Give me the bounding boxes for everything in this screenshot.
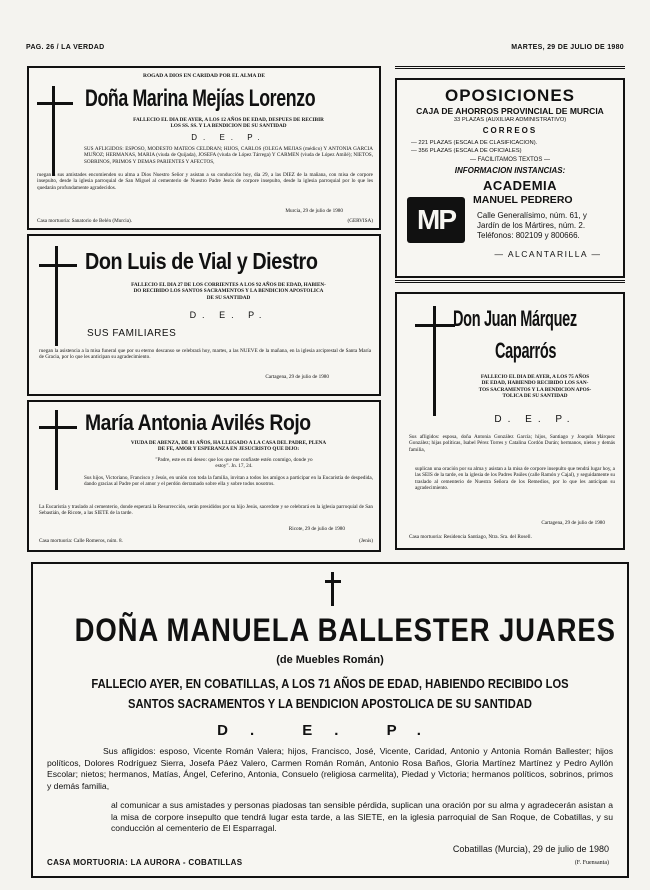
ad-line: CORREOS bbox=[482, 126, 538, 135]
bible-quote: "Padre, este es mi deseo: que los que me confiaste estén conmigo, donde yo estoy". Jn. 17, 24. bbox=[155, 457, 313, 470]
notice-date: Cartagena, 29 de julio de 1980 bbox=[541, 520, 605, 526]
phone-line: Teléfonos: 802109 y 800666. bbox=[477, 231, 580, 240]
invitation-text: suplican una oración por su alma y asistan a la misa de corpore insepulto que tendrá lugar hoy, a las SEIS de la tarde, en la iglesia de los Padres Paúles (calle Ramón y Cajal), y seguidamente su traslado al cementerio de Nuestra Señora de los Remedios, por lo que les anticipan su agradecimiento. bbox=[415, 466, 615, 492]
obituary-luis-vial bbox=[27, 234, 381, 396]
deceased-name: Don Juan Márquez bbox=[453, 306, 577, 331]
cross-icon bbox=[37, 86, 73, 176]
ad-line: INFORMACION INSTANCIAS: bbox=[454, 166, 566, 175]
deceased-name: Doña Marina Mejías Lorenzo bbox=[85, 85, 316, 112]
notice-footer bbox=[37, 218, 373, 224]
mourners-text: Sus afligidos: esposa, doña Antonia González García; hijos, Santiago y Joaquín Márquez González; hijas políticas, Isabel Pérez Torres y Catalina Cordón Durán; hermanos, nietos y demás familia, bbox=[409, 434, 615, 453]
ad-address bbox=[477, 211, 619, 241]
obituary-line: VIUDA DE ABENZA, DE 81 AÑOS, HA LLEGADO A LA CASA DEL PADRE, PLENA bbox=[130, 440, 327, 446]
column-rule bbox=[395, 280, 625, 283]
cross-icon bbox=[415, 306, 455, 416]
cross-icon bbox=[324, 572, 342, 606]
academy-name: MANUEL PEDRERO bbox=[473, 194, 573, 206]
deceased-name: Don Luis de Vial y Diestro bbox=[85, 248, 318, 274]
obituary-details bbox=[455, 374, 615, 400]
ad-line: — FACILITAMOS TEXTOS — bbox=[469, 157, 550, 163]
obituary-maria-antonia-aviles bbox=[27, 400, 381, 552]
academy-label: ACADEMIA bbox=[483, 178, 558, 193]
invitation-text: ruegan la asistencia a la misa funeral que por su eterno descanso se celebrará hoy, martes, a las NUEVE de la mañana, en la iglesia arciprestal de Santa María de Gracia, por lo que les anticipan su agradecimiento. bbox=[39, 348, 371, 361]
agency: (GERVISA) bbox=[347, 218, 373, 224]
obituary-line: FALLECIO EL DIA 27 DE LOS CORRIENTES A LOS 92 AÑOS DE EDAD, HABIEN- bbox=[131, 282, 326, 288]
obituary-marina-mejias bbox=[27, 66, 381, 230]
rip-text: D. E. P. bbox=[189, 310, 268, 320]
ad-line: — 221 PLAZAS (ESCALA DE CLASIFICACION). bbox=[411, 140, 538, 146]
obituary-intro: ROGAD A DIOS EN CARIDAD POR EL ALMA DE bbox=[143, 73, 265, 79]
invitation-text: al comunicar a sus amistades y personas piadosas tan sensible pérdida, suplican una oración por su alma y agradecerán asistan a la misa de corpore insepulto que tendrá lugar esta tarde, a las SIETE, en la iglesia parroquial de San Roque, de Cobatillas, y su conducción al cementerio de El Esparragal. bbox=[111, 800, 613, 834]
deceased-name: María Antonia Avilés Rojo bbox=[85, 410, 311, 435]
rip-text: D. E. P. bbox=[191, 133, 266, 142]
deceased-name-cont: Caparrós bbox=[495, 338, 557, 363]
notice-date: Cobatillas (Murcia), 29 de julio de 1980 bbox=[452, 844, 609, 854]
obituary-details bbox=[84, 440, 373, 453]
rip-text: D. E. P. bbox=[217, 722, 443, 739]
mourners-text: Sus hijos, Victoriano, Francisco y Jesús, en unión con toda la familia, invitan a todos los amigos a participar en la Eucaristía de despedida, dando gracias al Padre por el amor y el perdón derramado sobre ella y sobre todos nosotros. bbox=[84, 475, 373, 488]
ad-line: 33 PLAZAS (AUXILIAR ADMINISTRATIVO) bbox=[453, 117, 567, 123]
obituary-line: FALLECIO AYER, EN COBATILLAS, A LOS 71 AÑOS DE EDAD, HABIENDO RECIBIDO LOS bbox=[91, 676, 569, 691]
invitation-text: ruegan a sus amistades encomienden su alma a Dios Nuestro Señor y asistan a su conducción hoy, día 29, a las DIEZ de la mañana, con misa de corpore insepulto, desde la iglesia parroquial de San Miguel al cementerio de Nuestro Padre Jesús de corpore insepulto, desde la iglesia parroquial por lo que les quedarán profundamente agradecidos. bbox=[37, 172, 373, 191]
agency: (Jenís) bbox=[359, 538, 373, 544]
ad-line: — 356 PLAZAS (ESCALA DE OFICIALES) bbox=[411, 148, 522, 154]
notice-date: Ricote, 29 de julio de 1980 bbox=[288, 526, 345, 532]
obituary-line: DE EDAD, HABIENDO RECIBIDO LOS SAN- bbox=[481, 380, 589, 387]
obituary-line: FALLECIO EL DIA DE AYER, A LOS 75 AÑOS bbox=[480, 374, 590, 380]
address-line: Jardín de los Mártires, núm. 2. bbox=[477, 221, 586, 230]
academy-advertisement bbox=[395, 78, 625, 278]
notice-date: Murcia, 29 de julio de 1980 bbox=[285, 208, 343, 214]
rip-text: D. E. P. bbox=[494, 414, 576, 425]
obituary-details bbox=[84, 282, 373, 301]
deceased-name: DOÑA MANUELA BALLESTER JUARES bbox=[74, 612, 616, 648]
invitation-text: La Eucaristía y traslado al cementerio, donde esperará la Resurrección, serán presididos por su hijo Jesús, sacerdote y se celebrará en la iglesia parroquial de San Sebastián, de Ricote, a las SIETE de la tarde. bbox=[39, 504, 373, 517]
obituary-line: SANTOS SACRAMENTOS Y LA BENDICION APOSTOLICA DE SU SANTIDAD bbox=[128, 696, 532, 711]
obituary-line: DE SU SANTIDAD bbox=[206, 294, 251, 301]
family-label: SUS FAMILIARES bbox=[87, 328, 177, 339]
address-line: Calle Generalísimo, núm. 61, y bbox=[477, 211, 587, 220]
page-date: MARTES, 29 DE JULIO DE 1980 bbox=[511, 44, 624, 51]
obituary-line: FALLECIO EL DIA DE AYER, A LOS 12 AÑOS DE EDAD, DESPUES DE RECIBIR bbox=[133, 117, 324, 123]
mourners-text: SUS AFLIGIDOS: ESPOSO, MODESTO MATEOS CELDRAN; HIJOS, CARLOS (OLEGA MEJIAS (médico) Y ANTONIA GARCIA MUÑOZ; HERMANAS, MARIA (viuda de Quijada), JOSEFA (viuda de López Tárrega) Y CARMEN (viuda de López Amilé); NIETOS, SOBRINOS, PRIMOS Y DEMAS PARIENTES Y AFECTOS, bbox=[84, 146, 373, 165]
ad-title: OPOSICIONES bbox=[444, 86, 576, 105]
cross-icon bbox=[39, 410, 77, 490]
ad-town: — ALCANTARILLA — bbox=[494, 249, 602, 259]
notice-date: Cartagena, 29 de julio de 1980 bbox=[265, 374, 329, 380]
obituary-line: DO RECIBIDO LOS SANTOS SACRAMENTOS Y LA BENDICION APOSTOLICA bbox=[133, 288, 324, 295]
ad-subtitle: CAJA DE AHORROS PROVINCIAL DE MURCIA bbox=[416, 106, 604, 116]
obituary-line: LOS SS. SS. Y LA BENDICION DE SU SANTIDAD bbox=[170, 123, 287, 130]
obituary-line: DE FE, AMOR Y ESPERANZA EN JESUCRISTO QUE DIJO: bbox=[157, 446, 300, 453]
funeral-home: Casa mortuoria: Calle Romeros, núm. 8. bbox=[39, 538, 123, 544]
column-rule bbox=[395, 66, 625, 69]
obituary-manuela-ballester bbox=[31, 562, 629, 878]
funeral-home: Casa mortuoria: Sanatorio de Belén (Murcia). bbox=[37, 218, 133, 224]
agency: (F. Fuensanta) bbox=[574, 860, 609, 866]
funeral-home: Casa mortuoria: Residencia Santiago, Ntra. Sra. del Rosell. bbox=[409, 534, 532, 540]
page-header bbox=[26, 44, 624, 58]
obituary-details bbox=[84, 117, 373, 130]
obituary-line: TOS SACRAMENTOS Y LA BENDICION APOS- bbox=[478, 386, 592, 393]
deceased-note: (de Muebles Román) bbox=[276, 654, 384, 666]
academy-logo: MP bbox=[407, 197, 465, 243]
page-folio: PAG. 26 / LA VERDAD bbox=[26, 44, 105, 51]
obituary-details bbox=[81, 674, 578, 714]
mourners-text: Sus afligidos: esposo, Vicente Román Valera; hijos, Francisco, José, Vicente, Caridad, Antonio y Antonia Román Ballester; hijos políticos, Dolores Rodríguez Sierra, Josefa Páez Valero, Carmen Román Román, Antonio Rosa Baños, Gloria Martínez Martínez y Pedro Ayllón Escolar; nietos; hermanos, Matías, Ángel, Ceferino, Antonia, Consuelo (religiosa carmelita), Piedad y Victoria; hermanos políticos, sobrinos, primos y demás familia, bbox=[47, 746, 613, 791]
cross-icon bbox=[39, 246, 77, 346]
obituary-line: TOLICA DE SU SANTIDAD bbox=[502, 393, 568, 400]
obituary-juan-marquez bbox=[395, 292, 625, 550]
notice-footer bbox=[39, 538, 373, 544]
funeral-home: CASA MORTUORIA: LA AURORA - COBATILLAS bbox=[47, 858, 243, 867]
